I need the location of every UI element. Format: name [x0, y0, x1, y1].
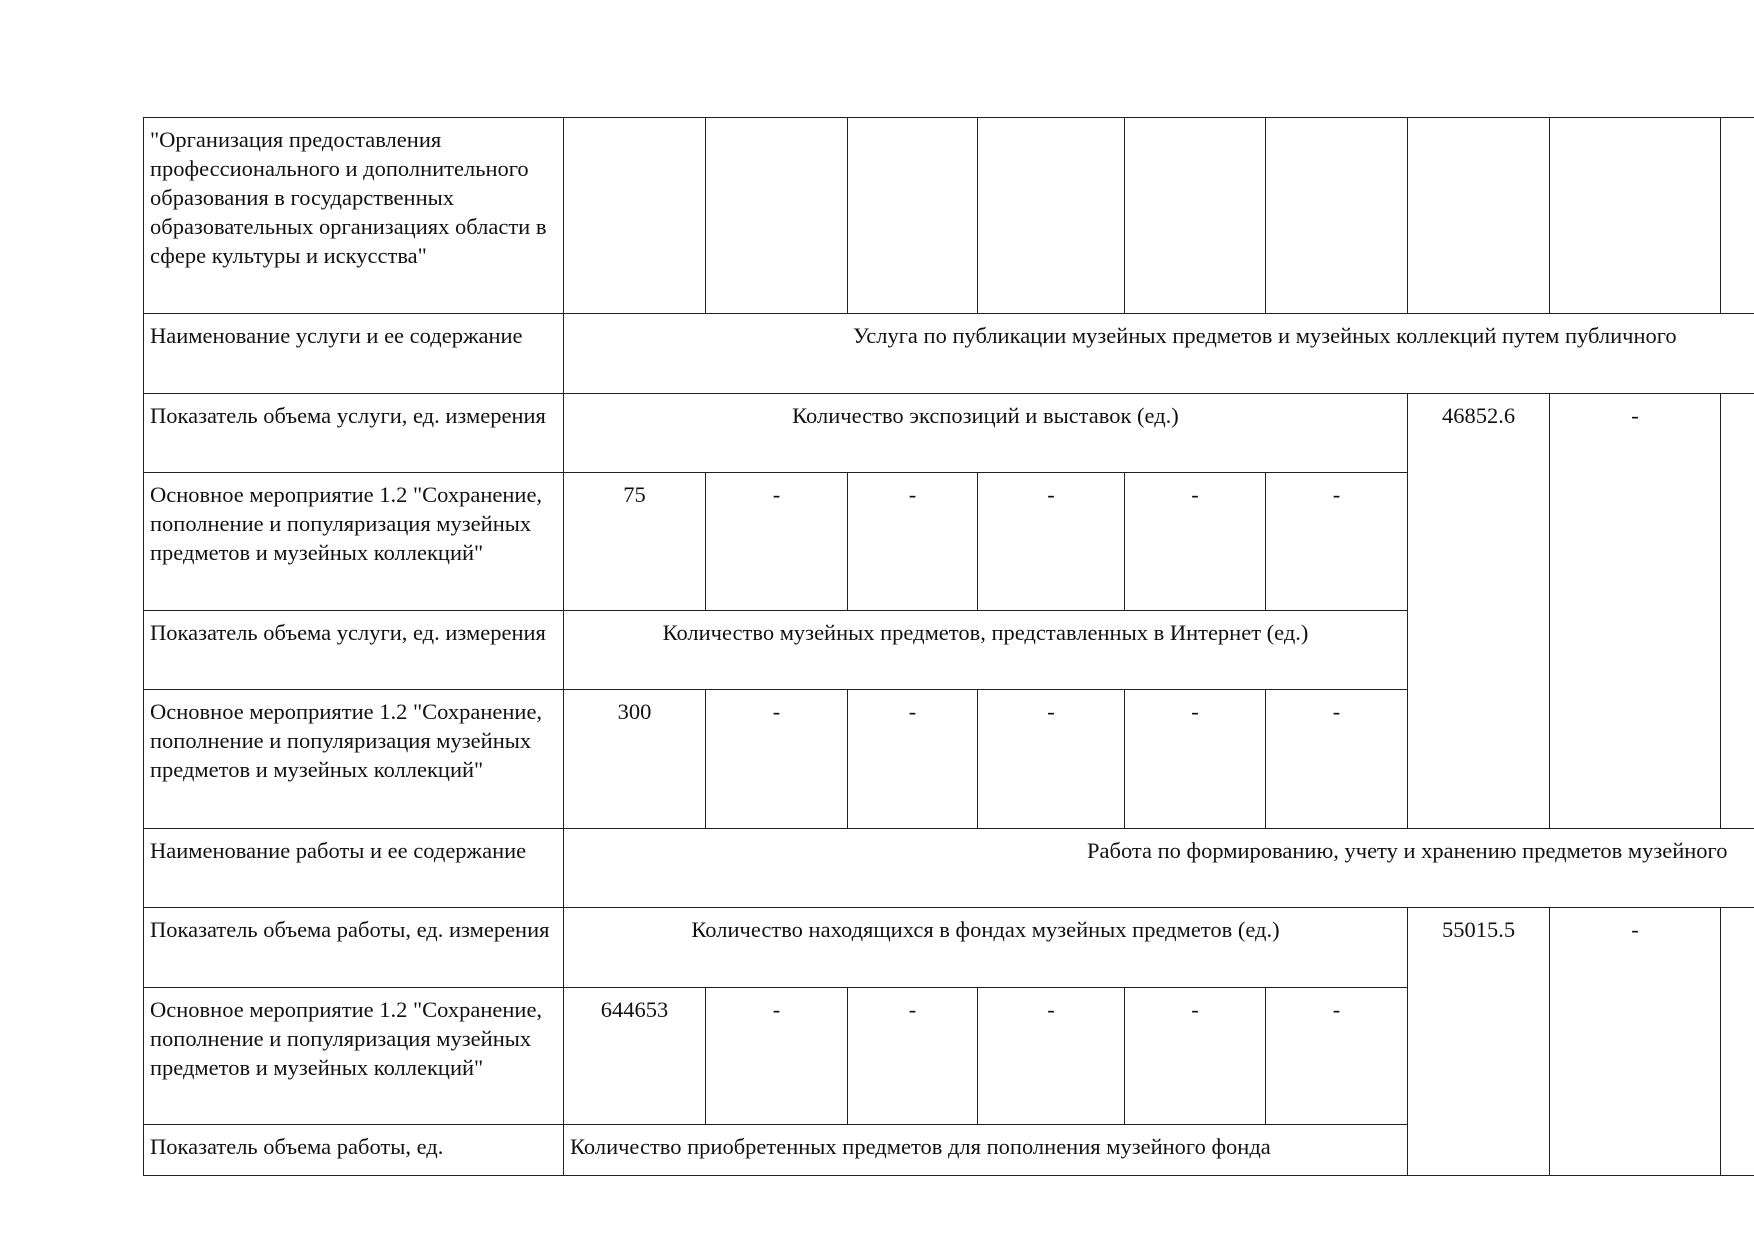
row-label: Основное мероприятие 1.2 "Сохранение, пополнение и популяризация музейных предметов и музейных коллекций"	[143, 689, 564, 829]
indicator-name: Количество экспозиций и выставок (ед.)	[563, 393, 1408, 473]
empty-cell	[1265, 117, 1408, 314]
value-cell: -	[847, 987, 978, 1125]
empty-cell	[1124, 117, 1266, 314]
empty-cell	[977, 117, 1125, 314]
row-label: "Организация предоставления профессионального и дополнительного образования в государственных образовательных организациях области в сфере культуры и искусства"	[143, 117, 564, 314]
indicator-name: Количество музейных предметов, представленных в Интернет (ед.)	[563, 610, 1408, 690]
row-label: Основное мероприятие 1.2 "Сохранение, пополнение и популяризация музейных предметов и музейных коллекций"	[143, 472, 564, 611]
service-name: Услуга по публикации музейных предметов и музейных коллекций путем публичного	[853, 323, 1677, 348]
row-label: Основное мероприятие 1.2 "Сохранение, пополнение и популяризация музейных предметов и музейных коллекций"	[143, 987, 564, 1125]
dash-cell: -	[1549, 393, 1721, 829]
value-cell: -	[1124, 472, 1266, 611]
value-cell: -	[705, 987, 848, 1125]
value-cell: -	[977, 987, 1125, 1125]
value-cell: -	[705, 689, 848, 829]
empty-cell	[1720, 907, 1754, 1176]
amount-cell: 46852.6	[1407, 393, 1550, 829]
service-name-cell	[563, 313, 1754, 394]
amount-cell: 55015.5	[1407, 907, 1550, 1176]
row-label: Наименование работы и ее содержание	[143, 828, 564, 908]
empty-cell	[1407, 117, 1550, 314]
value-cell: -	[705, 472, 848, 611]
value-cell: 75	[563, 472, 706, 611]
work-name-cell	[563, 828, 1754, 908]
value-cell: -	[1265, 472, 1408, 611]
empty-cell	[1720, 117, 1754, 314]
empty-cell	[847, 117, 978, 314]
row-label: Показатель объема услуги, ед. измерения	[143, 610, 564, 690]
value-cell: -	[1265, 987, 1408, 1125]
value-cell: -	[1124, 689, 1266, 829]
value-cell: -	[847, 689, 978, 829]
value-cell: 300	[563, 689, 706, 829]
value-cell: -	[977, 472, 1125, 611]
indicator-name: Количество находящихся в фондах музейных предметов (ед.)	[563, 907, 1408, 988]
empty-cell	[563, 117, 706, 314]
value-cell: -	[1124, 987, 1266, 1125]
row-label: Наименование услуги и ее содержание	[143, 313, 564, 394]
row-label: Показатель объема работы, ед. измерения	[143, 907, 564, 988]
work-name: Работа по формированию, учету и хранению предметов музейного	[1087, 838, 1728, 863]
dash-cell: -	[1549, 907, 1721, 1176]
value-cell: -	[1265, 689, 1408, 829]
empty-cell	[1720, 393, 1754, 829]
empty-cell	[1549, 117, 1721, 314]
empty-cell	[705, 117, 848, 314]
value-cell: 644653	[563, 987, 706, 1125]
value-cell: -	[847, 472, 978, 611]
value-cell: -	[977, 689, 1125, 829]
indicator-name: Количество приобретенных предметов для пополнения музейного фонда	[563, 1124, 1408, 1176]
row-label: Показатель объема работы, ед.	[143, 1124, 564, 1176]
row-label: Показатель объема услуги, ед. измерения	[143, 393, 564, 473]
